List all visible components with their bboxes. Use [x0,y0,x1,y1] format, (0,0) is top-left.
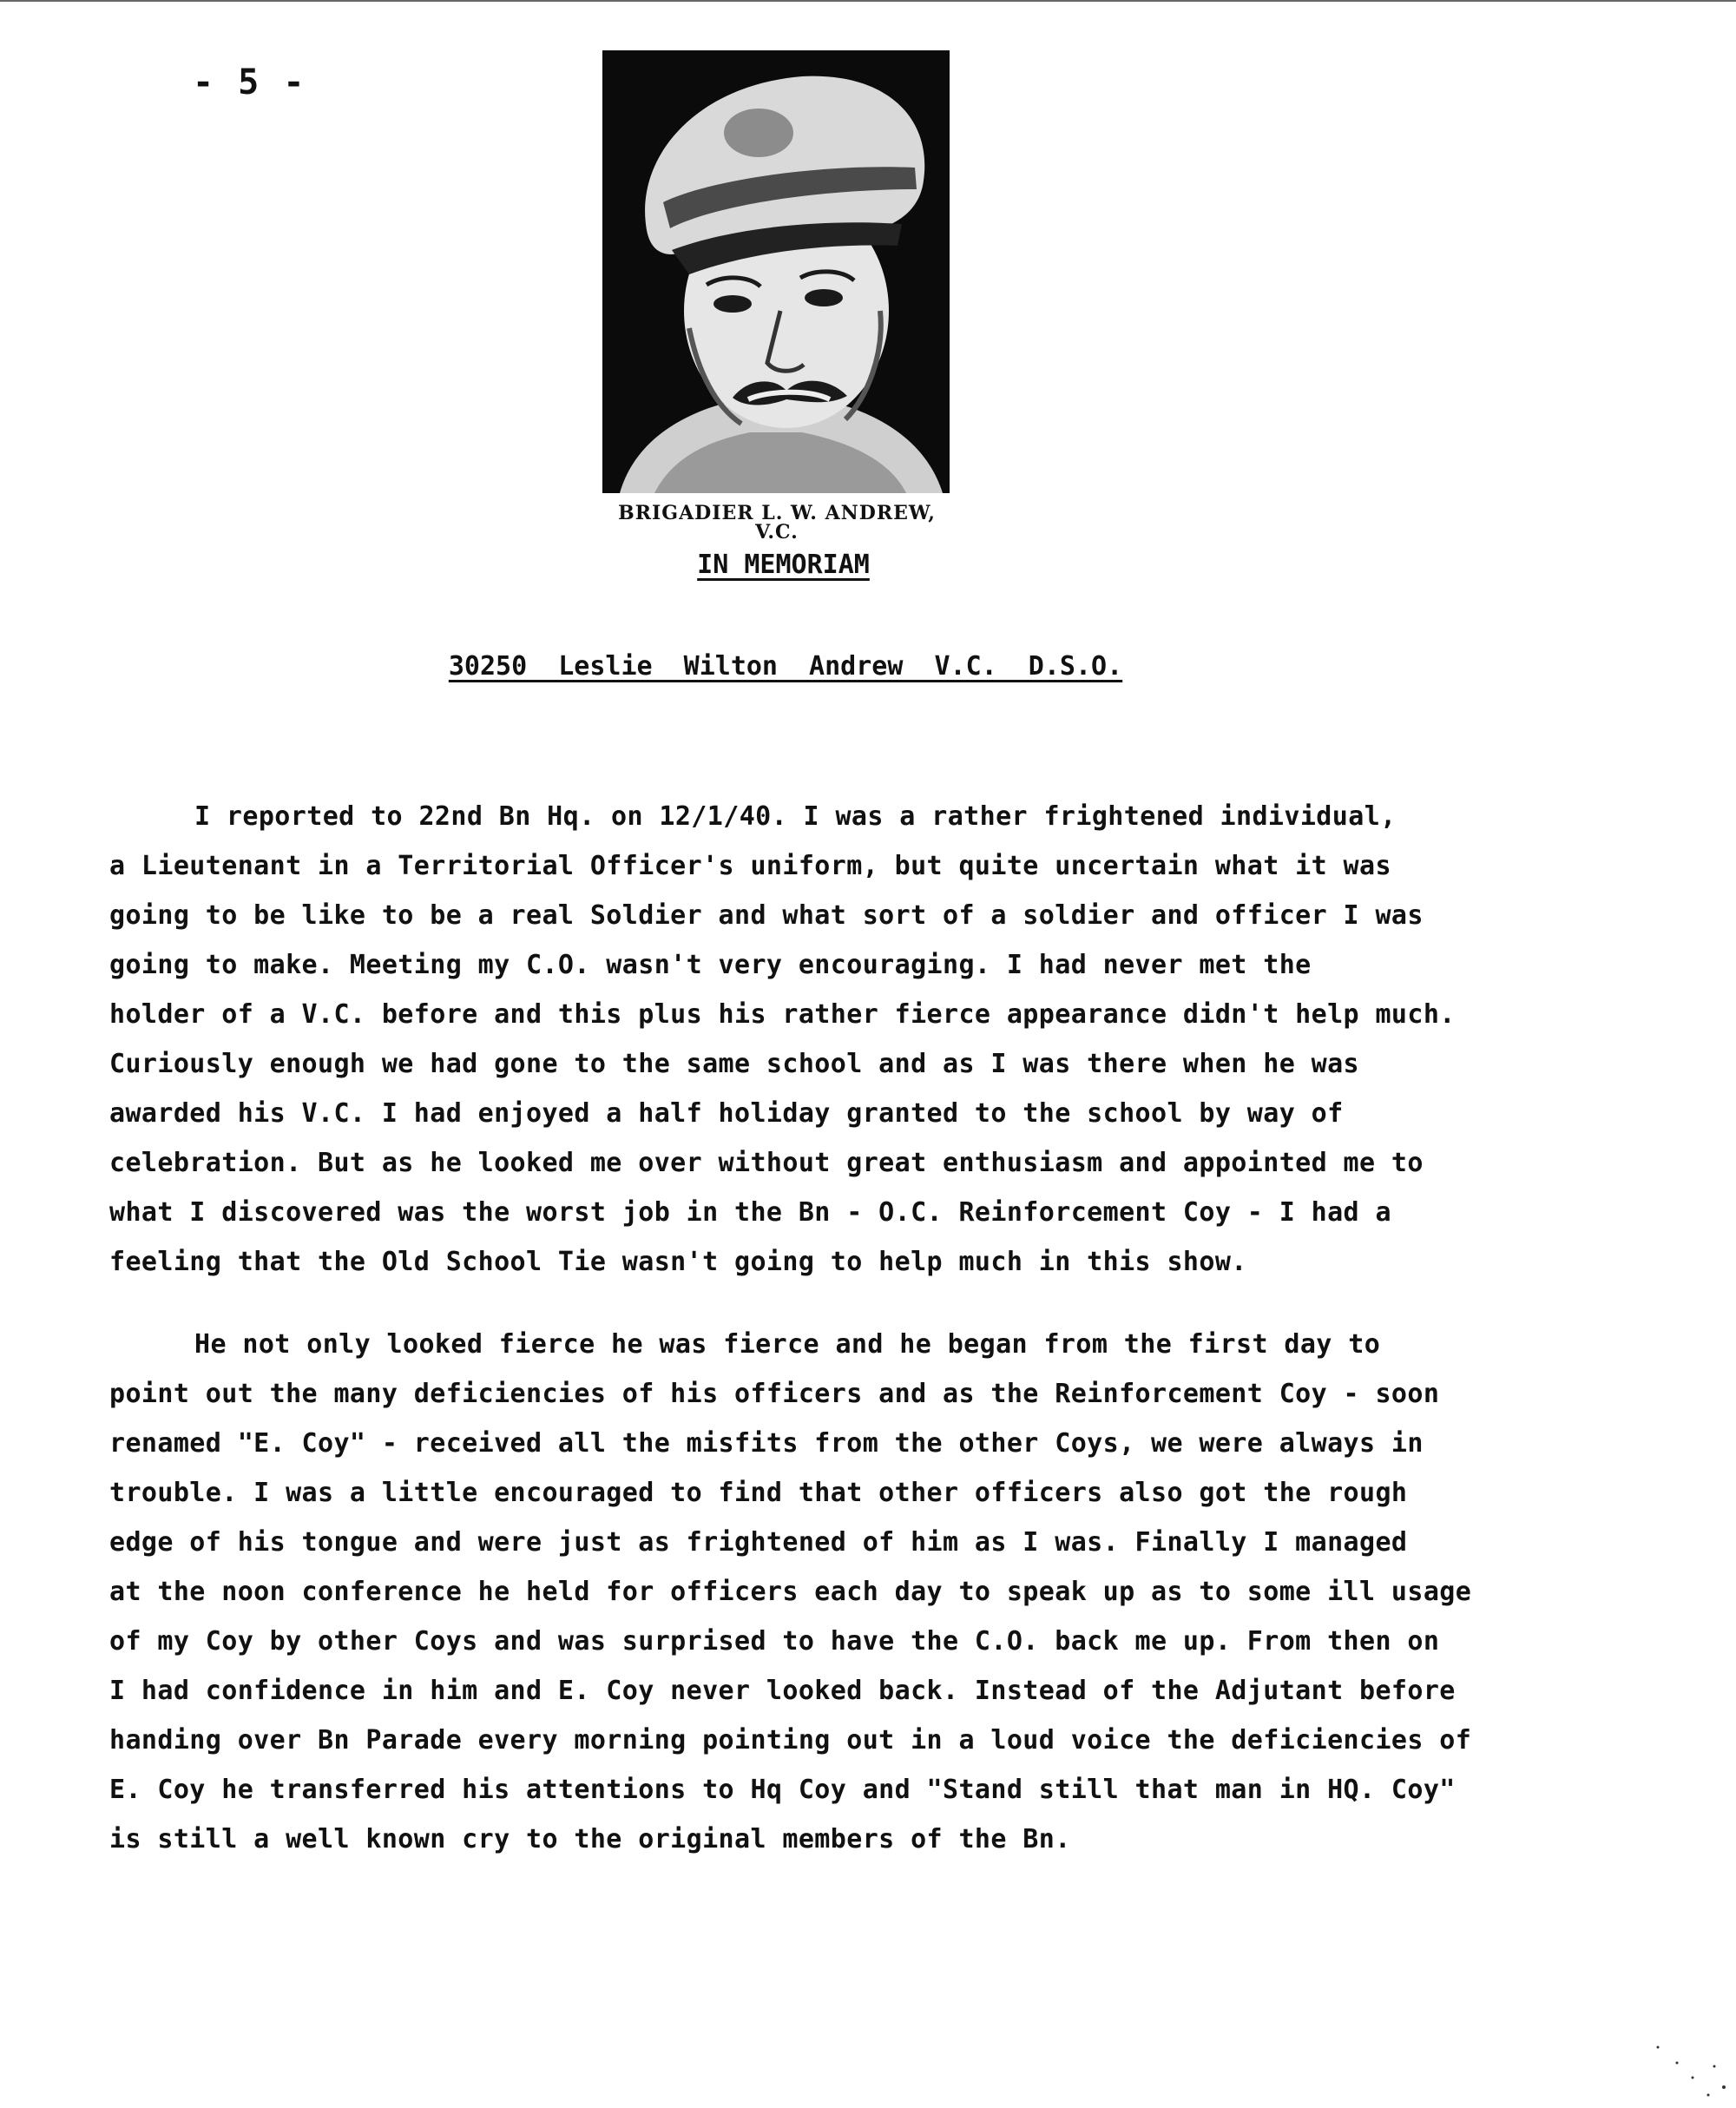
text-line: E. Coy he transferred his attentions to Hq Coy and "Stand still that man in HQ. Coy" [109,1775,1456,1805]
page-top-edge [0,0,1736,2]
paragraph-first [109,792,1568,1287]
text-line: renamed "E. Coy" - received all the misfits from the other Coys, we were always in [109,1428,1424,1459]
text-line: awarded his V.C. I had enjoyed a half holiday granted to the school by way of [109,1098,1344,1129]
text-line: is still a well known cry to the original members of the Bn. [109,1824,1071,1854]
page-number: - 5 - [193,63,306,102]
text-line: a Lieutenant in a Territorial Officer's uniform, but quite uncertain what it was [109,851,1391,881]
text-line: point out the many deficiencies of his officers and as the Reinforcement Coy - soon [109,1379,1440,1409]
text-line: handing over Bn Parade every morning pointing out in a loud voice the deficiencies of [109,1725,1472,1756]
caption-line-rank-name: BRIGADIER L. W. ANDREW, [618,502,936,524]
text-line: what I discovered was the worst job in the Bn - O.C. Reinforcement Coy - I had a [109,1197,1391,1228]
subject-name-heading: 30250 Leslie Wilton Andrew V.C. D.S.O. [448,651,1123,682]
text-line: going to be like to be a real Soldier and what sort of a soldier and officer I was [109,900,1424,931]
memoriam-heading: IN MEMORIAM [697,550,870,580]
text-line: He not only looked fierce he was fierce and he began from the first day to [194,1329,1381,1360]
text-line: holder of a V.C. before and this plus his rather fierce appearance didn't help much. [109,999,1456,1030]
portrait-photo [602,50,950,493]
text-line: trouble. I was a little encouraged to find that other officers also got the rough [109,1478,1408,1508]
text-line: celebration. But as he looked me over without great enthusiasm and appointed me to [109,1148,1424,1178]
text-line: at the noon conference he held for officers each day to speak up as to some ill usage [109,1577,1472,1607]
text-line: of my Coy by other Coys and was surprised to have the C.O. back me up. From then on [109,1626,1440,1657]
scan-speckle-decoration [1632,2012,1736,2108]
text-line: Curiously enough we had gone to the same school and as I was there when he was [109,1049,1359,1079]
portrait-caption [538,504,1016,542]
text-line: going to make. Meeting my C.O. wasn't very encouraging. I had never met the [109,950,1312,980]
caption-line-decoration: V.C. [755,521,799,543]
portrait-photo-icon [602,50,950,493]
text-line: I reported to 22nd Bn Hq. on 12/1/40. I was a rather frightened individual, [194,801,1397,832]
text-line: edge of his tongue and were just as frightened of him as I was. Finally I managed [109,1527,1408,1558]
text-line: I had confidence in him and E. Coy never looked back. Instead of the Adjutant before [109,1676,1456,1706]
text-line: feeling that the Old School Tie wasn't going to help much in this show. [109,1247,1247,1277]
paragraph-second [109,1320,1568,1864]
